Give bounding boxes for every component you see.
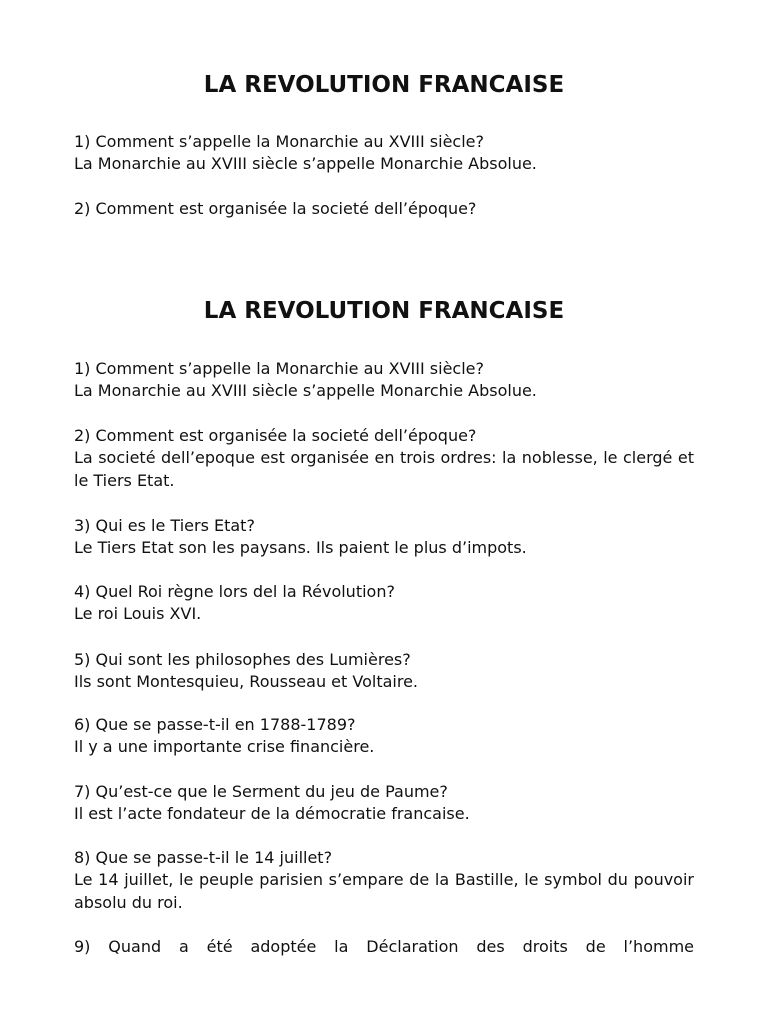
section2-question-7: 7) Qu’est-ce que le Serment du jeu de Paume? xyxy=(74,782,448,801)
section2-question-2: 2) Comment est organisée la societé dell’époque? xyxy=(74,426,477,445)
section2-question-1: 1) Comment s’appelle la Monarchie au XVIII siècle? xyxy=(74,359,484,378)
section2-answer-5: Ils sont Montesquieu, Rousseau et Voltaire. xyxy=(74,672,418,691)
section2-question-9: 9) Quand a été adoptée la Déclaration des droits de l’homme xyxy=(74,937,694,956)
section2-answer-8: Le 14 juillet, le peuple parisien s’empare de la Bastille, le symbol du pouvoir absolu du roi. xyxy=(74,870,694,912)
section2-answer-4: Le roi Louis XVI. xyxy=(74,604,202,623)
section1-title: LA REVOLUTION FRANCAISE xyxy=(203,72,565,98)
section2-answer-7: Il est l’acte fondateur de la démocratie francaise. xyxy=(74,804,470,823)
section1-answer-1: La Monarchie au XVIII siècle s’appelle Monarchie Absolue. xyxy=(74,154,537,173)
section2-question-4: 4) Quel Roi règne lors del la Révolution? xyxy=(74,582,395,601)
section2-answer-1: La Monarchie au XVIII siècle s’appelle Monarchie Absolue. xyxy=(74,381,537,400)
section2-title: LA REVOLUTION FRANCAISE xyxy=(203,298,565,324)
section2-question-3: 3) Qui es le Tiers Etat? xyxy=(74,516,255,535)
section1-question-1: 1) Comment s’appelle la Monarchie au XVIII siècle? xyxy=(74,132,484,151)
section2-question-6: 6) Que se passe-t-il en 1788-1789? xyxy=(74,715,356,734)
section2-answer-6: Il y a une importante crise financière. xyxy=(74,737,375,756)
section2-question-8: 8) Que se passe-t-il le 14 juillet? xyxy=(74,848,333,867)
section2-question-5: 5) Qui sont les philosophes des Lumières? xyxy=(74,650,411,669)
section2-answer-2: La societé dell’epoque est organisée en trois ordres: la noblesse, le clergé et le Tiers Etat. xyxy=(74,448,694,490)
section1-question-2: 2) Comment est organisée la societé dell’époque? xyxy=(74,199,477,218)
section2-answer-3: Le Tiers Etat son les paysans. Ils paient le plus d’impots. xyxy=(74,538,527,557)
